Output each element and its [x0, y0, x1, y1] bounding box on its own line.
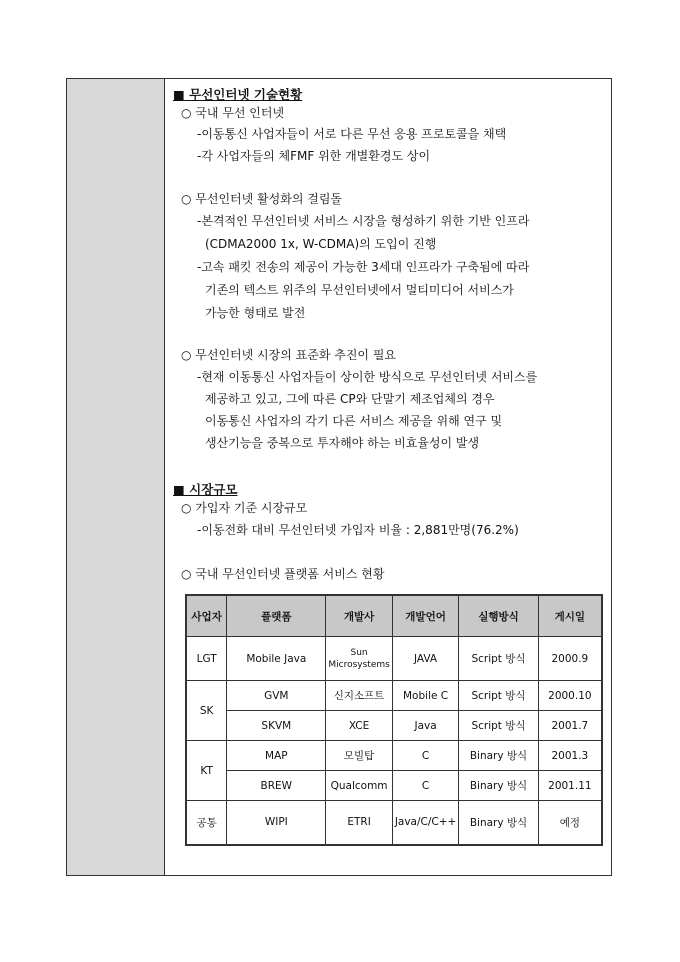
table-cell: Script 방식: [459, 711, 538, 741]
table-cell: WIPI: [227, 801, 326, 845]
table-row: [186, 741, 602, 771]
header-cell: 실행방식: [459, 595, 538, 637]
table-cell: XCE: [326, 711, 392, 741]
table-cell: ETRI: [326, 801, 392, 845]
table-cell: 2001.7: [538, 711, 602, 741]
text-line: 이동통신 사업자의 각기 다른 서비스 제공을 위해 연구 및: [205, 414, 503, 428]
table-cell: 2000.9: [538, 637, 602, 681]
table-row: [186, 711, 602, 741]
section-heading-market-size: ■ 시장규모: [173, 482, 238, 497]
table-cell: JAVA: [392, 637, 459, 681]
left-margin-column: [67, 79, 165, 875]
header-cell: 개발사: [326, 595, 392, 637]
table-cell: Mobile C: [392, 681, 459, 711]
table-row: [186, 637, 602, 681]
platform-status-table: [185, 594, 603, 846]
table-cell: Java/C/C++: [392, 801, 459, 845]
table-cell: GVM: [227, 681, 326, 711]
bullet-platform-status: ○ 국내 무선인터넷 플랫폼 서비스 현황: [181, 567, 385, 581]
text-line: 생산기능을 중복으로 투자해야 하는 비효율성이 발생: [205, 436, 480, 450]
table-cell: 예정: [538, 801, 602, 845]
table-row: [186, 681, 602, 711]
table-cell: BREW: [227, 771, 326, 801]
header-cell: 사업자: [186, 595, 227, 637]
table-cell: 신지소프트: [326, 681, 392, 711]
table-cell: Script 방식: [459, 681, 538, 711]
document-frame: [66, 78, 612, 876]
table-row: [186, 801, 602, 845]
table-cell: Binary 방식: [459, 801, 538, 845]
table-cell: Script 방식: [459, 637, 538, 681]
text-line: 기존의 텍스트 위주의 무선인터넷에서 멀티미디어 서비스가: [205, 283, 514, 297]
table-cell: 2000.10: [538, 681, 602, 711]
table-cell: Java: [392, 711, 459, 741]
section-heading-tech-status: ■ 무선인터넷 기술현황: [173, 87, 303, 102]
bullet-standardization: ○ 무선인터넷 시장의 표준화 추진이 필요: [181, 348, 397, 362]
table-cell: 2001.3: [538, 741, 602, 771]
header-cell: 개발언어: [392, 595, 459, 637]
carrier-cell: SK: [186, 681, 227, 741]
table-cell: Qualcomm: [326, 771, 392, 801]
text-line: -현재 이동통신 사업자들이 상이한 방식으로 무선인터넷 서비스를: [197, 370, 538, 384]
bullet-obstacles: ○ 무선인터넷 활성화의 걸림돌: [181, 192, 343, 206]
table-row: [186, 771, 602, 801]
text-line: -이동전화 대비 무선인터넷 가입자 비율 : 2,881만명(76.2%): [197, 523, 519, 537]
table-cell: Sun Microsystems: [326, 637, 392, 681]
header-cell: 플랫폼: [227, 595, 326, 637]
carrier-cell: LGT: [186, 637, 227, 681]
text-line: 가능한 형태로 발전: [205, 306, 306, 320]
table-header-row: [186, 595, 602, 637]
table-cell: Binary 방식: [459, 741, 538, 771]
text-line: -각 사업자들의 체FMF 위한 개별환경도 상이: [197, 149, 431, 163]
carrier-cell: 공통: [186, 801, 227, 845]
bullet-domestic-wireless: ○ 국내 무선 인터넷: [181, 106, 285, 120]
table-cell: 모빌탑: [326, 741, 392, 771]
table-cell: Binary 방식: [459, 771, 538, 801]
table-cell: SKVM: [227, 711, 326, 741]
table-cell: MAP: [227, 741, 326, 771]
table-cell: Mobile Java: [227, 637, 326, 681]
table-cell: C: [392, 771, 459, 801]
text-line: -본격적인 무선인터넷 서비스 시장을 형성하기 위한 기반 인프라: [197, 214, 530, 228]
text-line: -고속 패킷 전송의 제공이 가능한 3세대 인프라가 구축됨에 따라: [197, 260, 530, 274]
text-line: -이동통신 사업자들이 서로 다른 무선 응용 프로토콜을 채택: [197, 127, 507, 141]
text-line: 제공하고 있고, 그에 따른 CP와 단말기 제조업체의 경우: [205, 392, 495, 406]
bullet-subscriber-market: ○ 가입자 기준 시장규모: [181, 501, 308, 515]
carrier-cell: KT: [186, 741, 227, 801]
table-cell: 2001.11: [538, 771, 602, 801]
text-line: (CDMA2000 1x, W-CDMA)의 도입이 진행: [205, 237, 437, 251]
header-cell: 게시일: [538, 595, 602, 637]
table-cell: C: [392, 741, 459, 771]
